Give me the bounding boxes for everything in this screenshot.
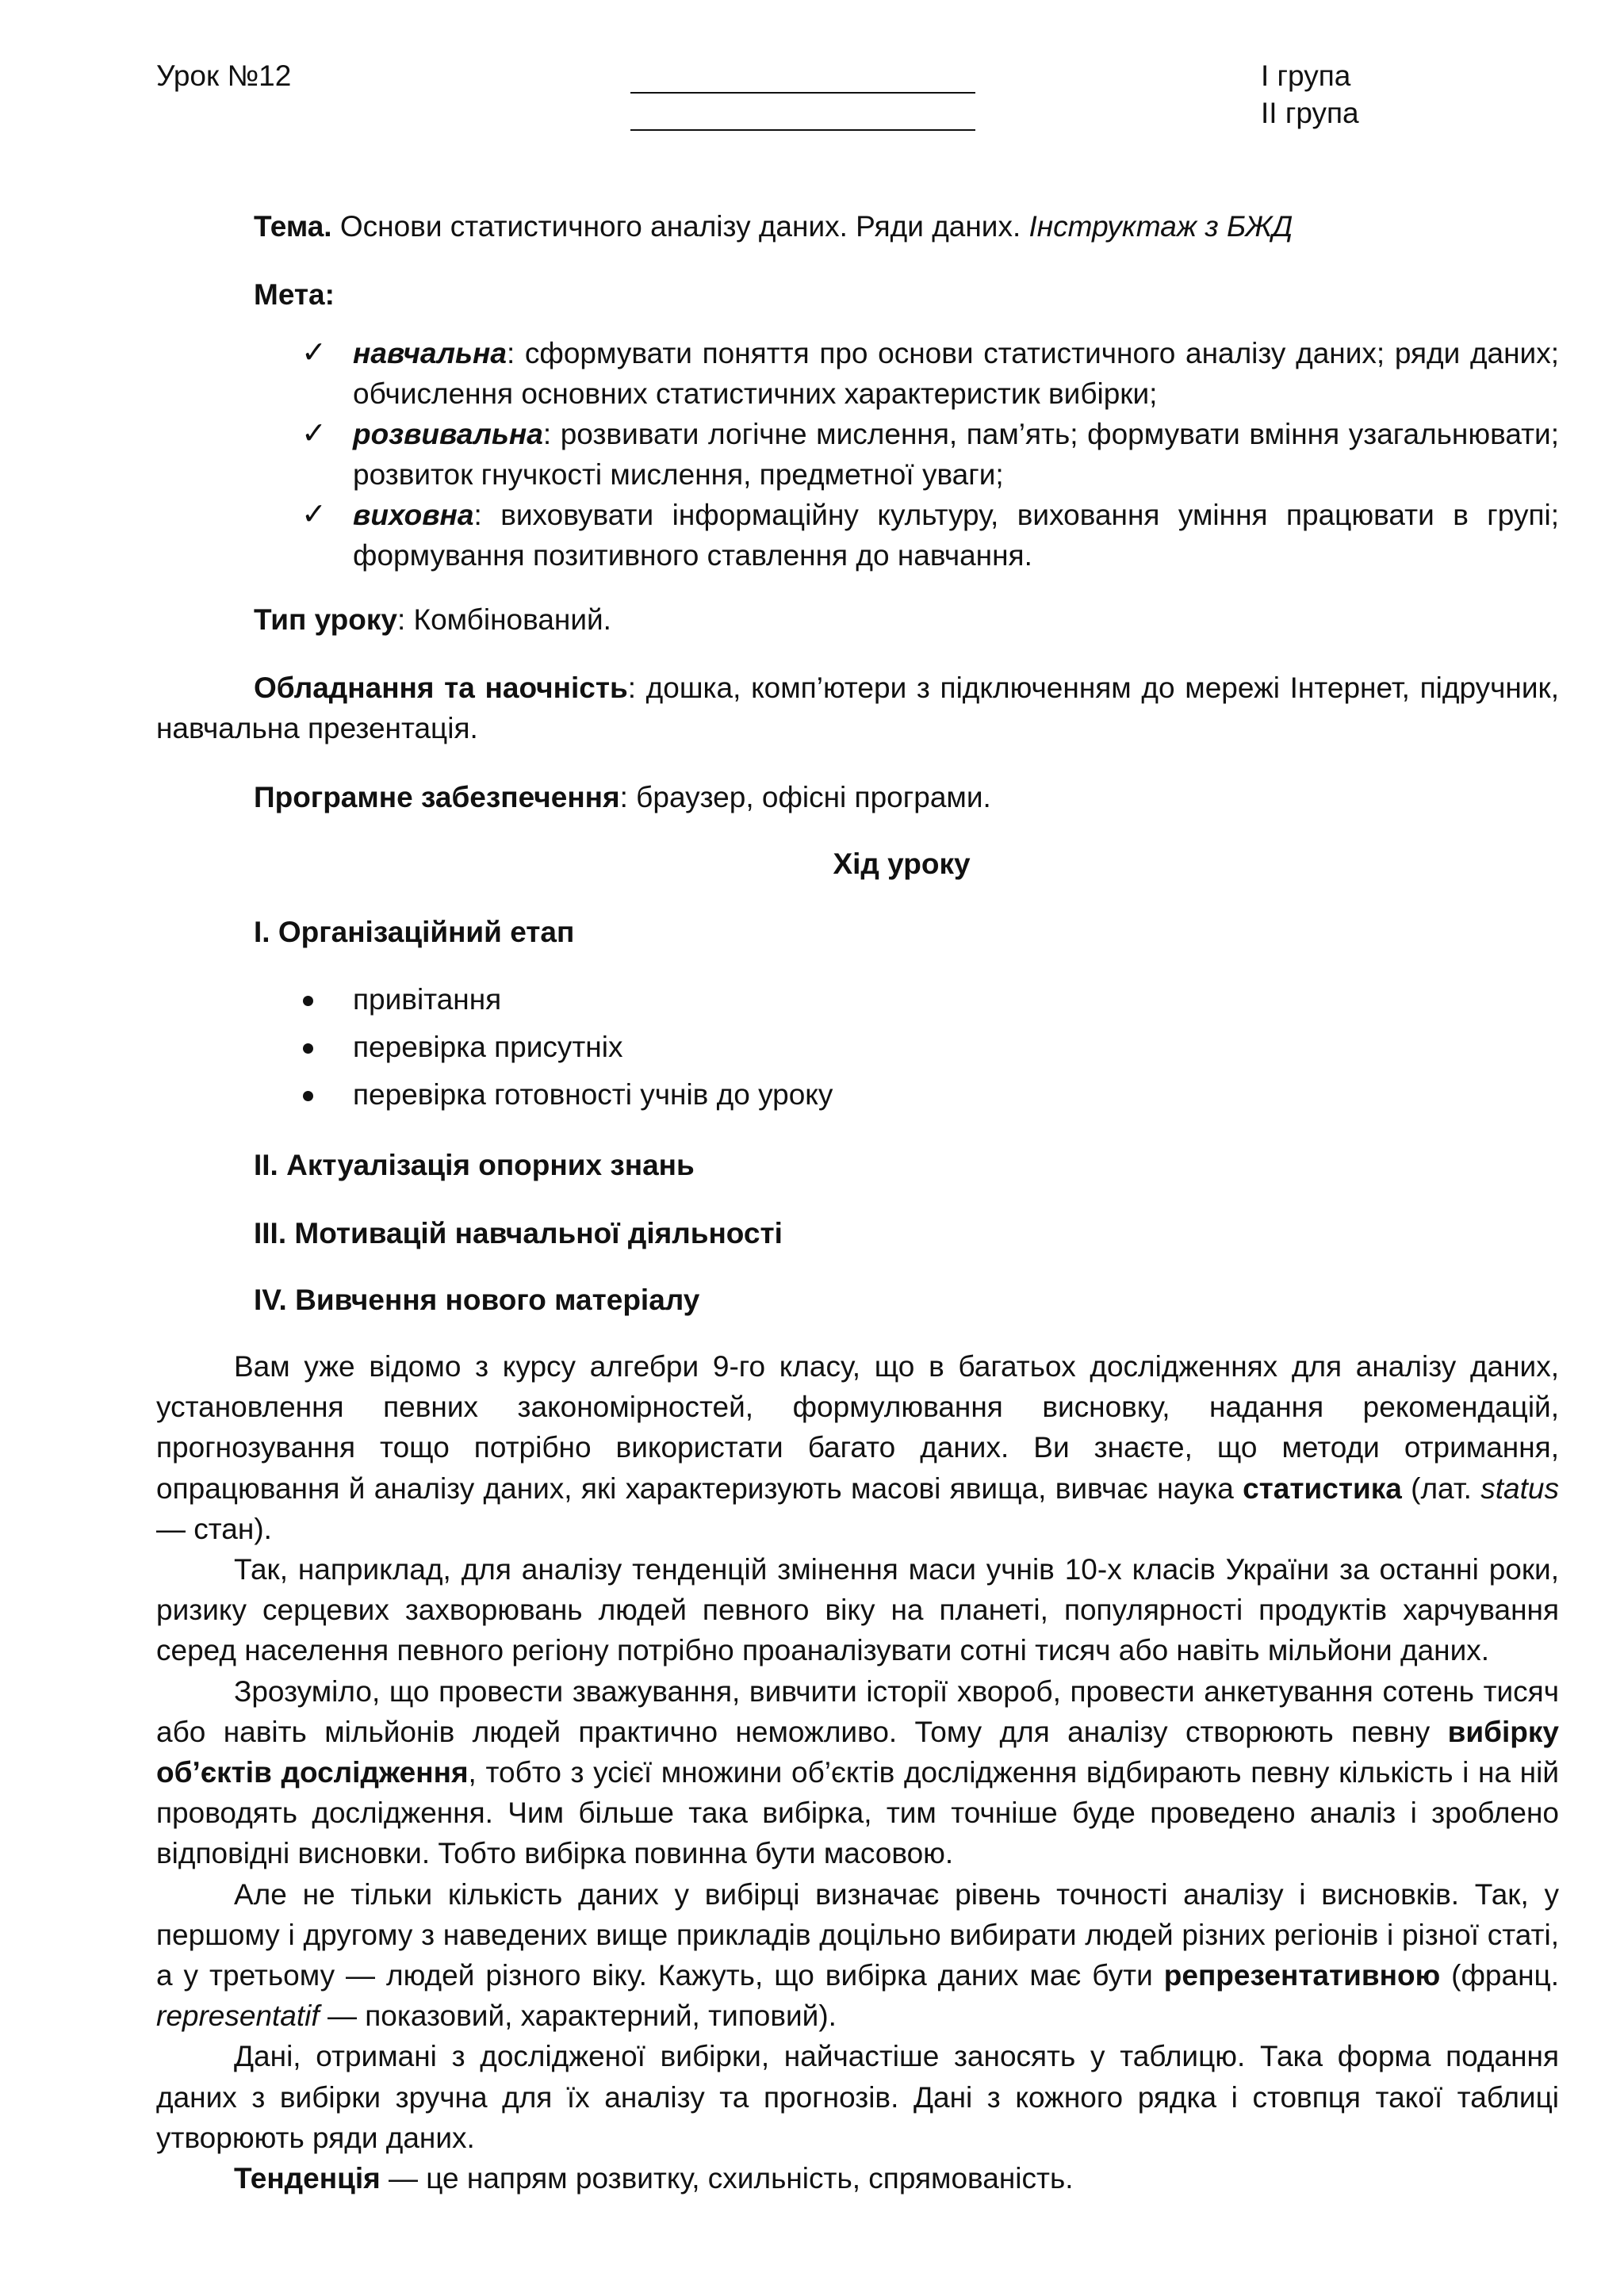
lesson-type-value: : Комбінований. [396, 603, 611, 636]
paragraph: Вам уже відомо з курсу алгебри 9-го класу, що в багатьох дослідженнях для аналізу даних, установлення певних закономірностей, формулювання висновку, надання рекомендацій, прогнозування тощо потрібно використати багато даних. Ви знаєте, що методи отримання, опрацювання й аналізу даних, які характеризують масові явища, вивчає наука статистика (лат. status — стан). [156, 1350, 1559, 1545]
goal-label: Мета: [254, 278, 335, 311]
stage-heading: І. Організаційний етап [254, 916, 575, 948]
paragraph: Зрозуміло, що провести зважування, вивчити історії хвороб, провести анкетування сотень тисяч або навіть мільйонів людей практично неможливо. Тому для аналізу створюють певну вибірку об’єктів дослідження, тобто з усієї множини об’єктів дослідження відбирають певну кількість і на ній проводять дослідження. Чим більше така вибірка, тим точніше буде проведено аналіз і зроблено відповідні висновки. Тобто вибірка повинна бути масовою. [156, 1674, 1559, 1870]
topic-safety: Інструктаж з БЖД [1028, 210, 1293, 243]
blank-line [630, 92, 975, 94]
goal-item [301, 414, 1559, 495]
group-one: І група [1261, 59, 1351, 92]
lesson-number: Урок №12 [156, 59, 292, 92]
list-item: перевірка готовності учнів до уроку [301, 1075, 833, 1123]
stage-heading: ІІ. Актуалізація опорних знань [254, 1149, 695, 1181]
bullet-icon [303, 996, 313, 1006]
paragraph: Так, наприклад, для аналізу тенденцій змінення маси учнів 10-х класів України за останні роки, ризику серцевих захворювань людей певного віку на планеті, популярності продуктів харчування серед населення певного регіону потрібно проаналізувати сотні тисяч або навіть мільйони даних. [156, 1553, 1559, 1667]
topic-text: Основи статистичного аналізу даних. Ряди даних. [331, 210, 1029, 243]
goal-text: : розвивати логічне мислення, пам’ять; формувати вміння узагальнювати; розвиток гнучкості мислення, предметної уваги; [353, 418, 1559, 491]
bullet-icon [303, 1091, 313, 1101]
stage-heading: IV. Вивчення нового матеріалу [254, 1284, 700, 1316]
goal-text: : виховувати інформаційну культуру, виховання уміння працювати в групі; формування позитивного ставлення до навчання. [353, 499, 1559, 572]
software-label: Програмне забезпечення [254, 781, 620, 813]
equipment [156, 668, 1559, 748]
paragraph: Тенденція — це напрям розвитку, схильність, спрямованість. [234, 2162, 1074, 2195]
stage-heading: ІІІ. Мотивацій навчальної діяльності [254, 1217, 783, 1249]
topic-line [254, 206, 1561, 247]
bullet-icon [303, 1043, 313, 1054]
lesson-type-label: Тип уроку [254, 603, 397, 636]
software [254, 777, 1561, 817]
blank-line [630, 129, 975, 131]
goal-text: : сформувати поняття про основи статистичного аналізу даних; ряди даних; обчислення основних статистичних характеристик вибірки; [353, 337, 1559, 410]
software-value: : браузер, офісні програми. [619, 781, 991, 813]
goal-name: виховна [353, 499, 474, 531]
topic-label: Тема. [254, 210, 332, 243]
checkmark-icon: ✓ [301, 498, 327, 531]
checkmark-icon: ✓ [301, 336, 327, 369]
lesson-type [254, 599, 1561, 640]
checkmark-icon: ✓ [301, 417, 327, 450]
body-text [156, 1346, 1559, 2198]
stage1-list [301, 980, 833, 1123]
equipment-value: : дошка, комп’ютери з підключенням до мережі Інтернет, підручник, навчальна презентація. [156, 672, 1559, 744]
goal-name: навчальна [353, 337, 507, 369]
group-two: ІІ група [1261, 97, 1359, 129]
goals-list [301, 333, 1559, 576]
goal-item [301, 333, 1559, 414]
goal-item [301, 495, 1559, 576]
goal-name: розвивальна [353, 418, 543, 450]
equipment-label: Обладнання та наочність [254, 672, 628, 704]
list-item: привітання [301, 980, 833, 1027]
course-title: Хід уроку [833, 848, 971, 880]
list-item: перевірка присутніх [301, 1027, 833, 1075]
paragraph: Але не тільки кількість даних у вибірці визначає рівень точності аналізу і висновків. Так, у першому і другому з наведених вище прикладів доцільно вибирати людей різних регіонів і різної статі, а у третьому — людей різного віку. Кажуть, що вибірка даних має бути репрезентативною (франц. representatif — показовий, характерний, типовий). [156, 1877, 1559, 2033]
paragraph: Дані, отримані з дослідженої вибірки, найчастіше заносять у таблицю. Така форма подання даних з вибірки зручна для їх аналізу та прогнозів. Дані з кожного рядка і стовпця такої таблиці утворюють ряди даних. [156, 2040, 1559, 2154]
